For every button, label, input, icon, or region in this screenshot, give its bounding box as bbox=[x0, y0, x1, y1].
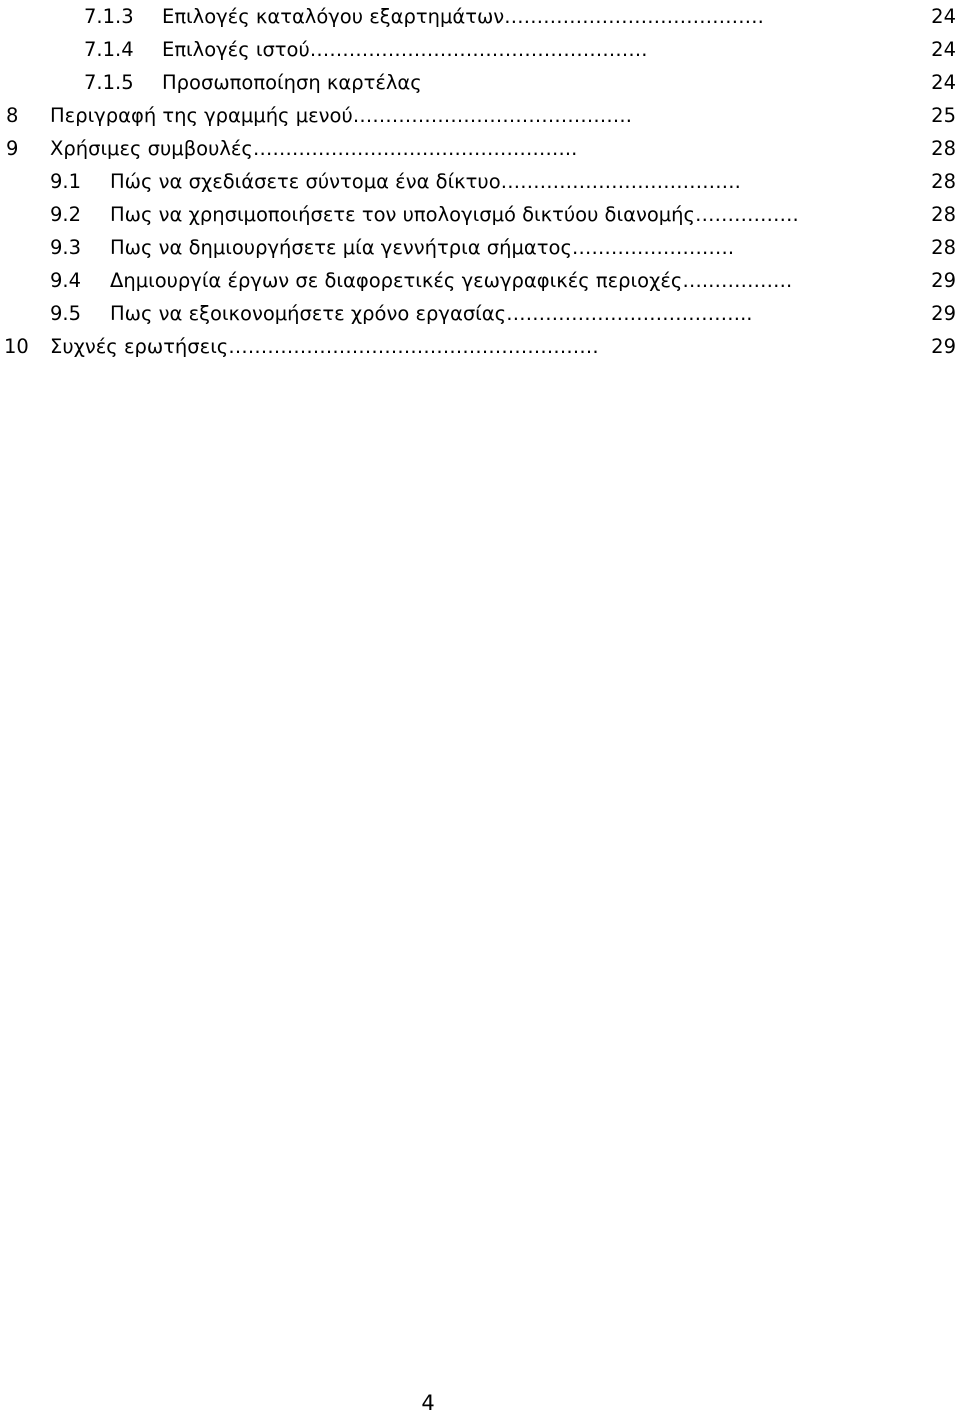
toc-entry-9[interactable] bbox=[0, 132, 960, 165]
toc-entry-7-1-4[interactable] bbox=[0, 33, 960, 66]
toc-entry-page: 28 bbox=[931, 203, 956, 226]
toc-entry-title: Χρήσιμες συμβουλές………………………………………….. bbox=[50, 137, 578, 160]
toc-entry-9-4[interactable] bbox=[0, 264, 960, 297]
toc-entry-8[interactable] bbox=[0, 99, 960, 132]
toc-entry-number: 9 bbox=[6, 137, 19, 160]
toc-entry-number: 7.1.5 bbox=[84, 71, 134, 94]
toc-entry-title: Πώς να σχεδιάσετε σύντομα ένα δίκτυο………………………………. bbox=[110, 170, 741, 193]
toc-entry-7-1-3[interactable] bbox=[0, 0, 960, 33]
toc-entry-title: Επιλογές ιστού……………………………………………. bbox=[162, 38, 648, 61]
toc-entry-page: 29 bbox=[931, 302, 956, 325]
toc-entry-7-1-5[interactable] bbox=[0, 66, 960, 99]
toc-entry-page: 28 bbox=[931, 236, 956, 259]
toc-entry-9-5[interactable] bbox=[0, 297, 960, 330]
toc-entry-9-3[interactable] bbox=[0, 231, 960, 264]
toc-entry-9-2[interactable] bbox=[0, 198, 960, 231]
toc-entry-page: 28 bbox=[931, 170, 956, 193]
toc-entry-title: Πως να εξοικονομήσετε χρόνο εργασίας……………………………….. bbox=[110, 302, 753, 325]
toc-entry-page: 29 bbox=[931, 269, 956, 292]
toc-entry-title: Περιγραφή της γραμμής μενού……………………………………. bbox=[50, 104, 632, 127]
toc-entry-page: 24 bbox=[931, 5, 956, 28]
toc-entry-10[interactable] bbox=[0, 330, 960, 363]
toc-entry-title: Προσωποποίηση καρτέλας bbox=[162, 71, 422, 94]
toc-entry-number: 9.2 bbox=[50, 203, 82, 226]
toc-entry-number: 9.5 bbox=[50, 302, 82, 325]
toc-entry-page: 24 bbox=[931, 38, 956, 61]
toc-entry-title: Δημιουργία έργων σε διαφορετικές γεωγραφικές περιοχές….…………. bbox=[110, 269, 793, 292]
toc-entry-page: 29 bbox=[931, 335, 956, 358]
page-number: 4 bbox=[421, 1391, 435, 1415]
toc-entry-title: Επιλογές καταλόγου εξαρτημάτων…………………………………. bbox=[162, 5, 764, 28]
toc-entry-title: Συχνές ερωτήσεις………………………………………………… bbox=[50, 335, 599, 358]
toc-entry-number: 7.1.4 bbox=[84, 38, 134, 61]
toc-entry-number: 9.1 bbox=[50, 170, 82, 193]
toc-entry-page: 25 bbox=[931, 104, 956, 127]
toc-entry-title: Πως να δημιουργήσετε μία γεννήτρια σήματος……………………. bbox=[110, 236, 735, 259]
toc-entry-number: 9.4 bbox=[50, 269, 82, 292]
toc-entry-page: 24 bbox=[931, 71, 956, 94]
toc-entry-page: 28 bbox=[931, 137, 956, 160]
toc-entry-number: 10 bbox=[4, 335, 29, 358]
toc-entry-9-1[interactable] bbox=[0, 165, 960, 198]
toc-entry-title: Πως να χρησιμοποιήσετε τον υπολογισμό δικτύου διανομής……………. bbox=[110, 203, 799, 226]
toc-entry-number: 9.3 bbox=[50, 236, 82, 259]
toc-entry-number: 8 bbox=[6, 104, 19, 127]
toc-entry-number: 7.1.3 bbox=[84, 5, 134, 28]
